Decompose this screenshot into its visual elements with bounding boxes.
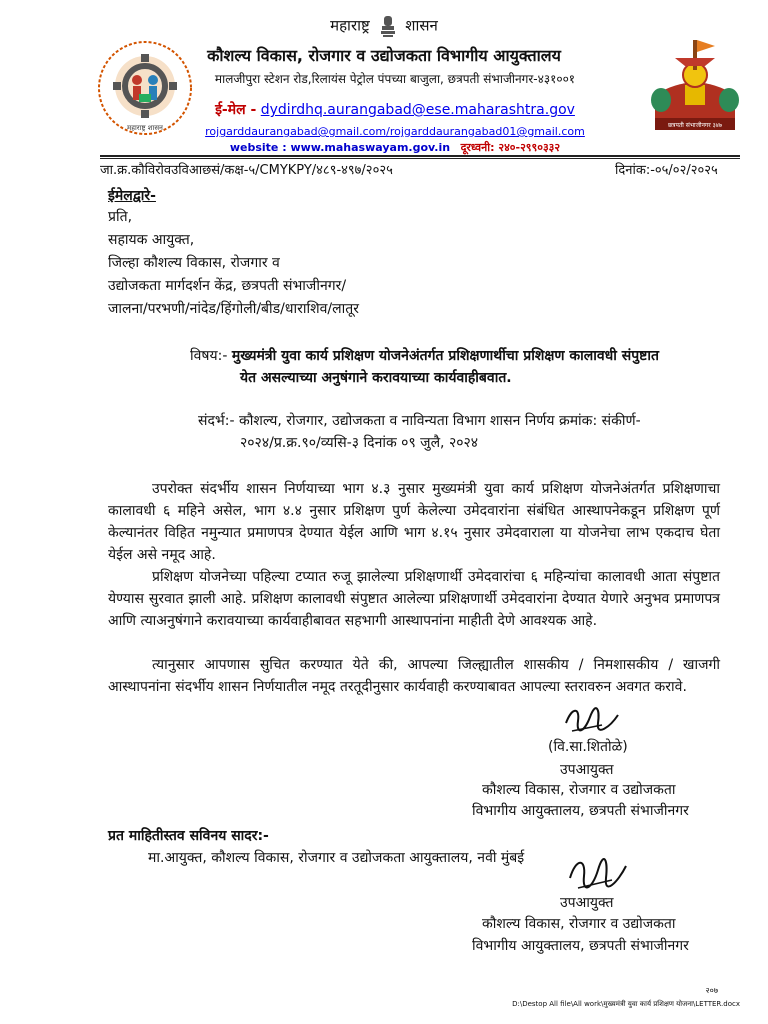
gmail-link-2[interactable]: rojgarddaurangabad01@gmail.com	[389, 125, 585, 138]
website-link[interactable]: website : www.mahaswayam.gov.in	[229, 141, 451, 154]
subject-block	[190, 345, 720, 389]
signatory-name: (वि.सा.शितोळे)	[548, 739, 628, 755]
reference-number: जा.क्र.कौविरोवउविआछसं/कक्ष-५/CMYKPY/४८९-४९७/२०२५	[100, 163, 393, 178]
reference-line-2: २०२४/प्र.क्र.९०/व्यसि-३ दिनांक ०९ जुलै, २०२४	[240, 435, 479, 451]
gmail-link-1[interactable]: rojgarddaurangabad@gmail.com	[205, 125, 387, 138]
signatory-designation: उपआयुक्त	[560, 762, 614, 778]
body-paragraph: त्यानुसार आपणास सुचित करण्यात येते की, आपल्या जिल्ह्यातील शासकीय / निमशासकीय / खाजगी आस्थापनांना संदर्भीय शासन निर्णयातील नमूद तरतूदीनुसार कार्यवाही करण्याबावत आपल्या स्तरावरुन अवगत करावे.	[108, 657, 720, 695]
file-path: D:\Destop All file\All work\मुख्यमंत्री युवा कार्य प्रशिक्षण योजना\LETTER.docx	[512, 1000, 740, 1008]
signatory-department: कौशल्य विकास, रोजगार व उद्योजकता	[482, 782, 676, 798]
subject-line-1: मुख्यमंत्री युवा कार्य प्रशिक्षण योजनेअंतर्गत प्रशिक्षणार्थीचा प्रशिक्षण कालावधी संपुष्टात	[231, 348, 659, 364]
copy-recipient: मा.आयुक्त, कौशल्य विकास, रोजगार व उद्योजकता आयुक्तालय, नवी मुंबई	[148, 850, 525, 866]
letter-date: दिनांक:-०५/०२/२०२५	[615, 163, 718, 178]
skill-development-logo	[95, 38, 195, 138]
body-paragraph: प्रशिक्षण योजनेच्या पहिल्या टप्यात रुजू झालेल्या प्रशिक्षणार्थी उमेदवारांचा ६ महिन्यांचा कालावधी आता संपुष्टात येण्यास सुरवात झाली आहे. प्रशिक्षण कालावधी संपुष्टात आलेल्या प्रशिक्षणार्थी उमेदवारांना देण्यात येणारे अनुभव प्रमाणपत्र आणि त्याअनुषंगाने करावयाच्या कार्यवाहीबावत सहभागी आस्थापनांना माहीती देणे आवश्यक आहे.	[108, 569, 720, 629]
office-name: कौशल्य विकास, रोजगार व उद्योजकता विभागीय आयुक्तालय	[207, 46, 561, 65]
chhatrapati-sambhajinagar-logo	[645, 30, 745, 140]
left-logo-text: महाराष्ट्र शासन	[127, 124, 163, 132]
gov-right-text: शासन	[405, 16, 438, 35]
gmail-line	[150, 125, 640, 138]
signature-mark	[562, 703, 622, 737]
body-paragraph: उपरोक्त संदर्भीय शासन निर्णयाच्या भाग ४.३ नुसार मुख्यमंत्री युवा कार्य प्रशिक्षण योजनेअंतर्गत प्रशिक्षणाचा कालावधी ६ महिने असेल, भाग ४.४ नुसार प्रशिक्षण पुर्ण केलेल्या उमेदवारांना संबंधित आस्थापनेकडून प्रशिक्षण पूर्ण केल्यानंतर विहित नमुन्यात प्रमाणपत्र देण्यात येईल आणि भाग ४.१५ नुसार उमेदवाराला या योजनेचा लाभ एकदाच घेता येईल असे नमूद आहे.	[108, 481, 720, 563]
gov-left-text: महाराष्ट्र	[330, 16, 370, 35]
header-divider-thin	[100, 158, 740, 159]
recipient-line: प्रति,	[108, 209, 133, 225]
office-address: मालजीपुरा स्टेशन रोड,रिलायंस पेट्रोल पंपच्या बाजुला, छत्रपती संभाजीनगर-४३१००१	[214, 72, 576, 86]
signatory-designation: उपआयुक्त	[560, 895, 614, 911]
signatory-office: विभागीय आयुक्तालय, छत्रपती संभाजीनगर	[472, 803, 689, 819]
signature-mark	[566, 852, 630, 896]
recipient-line: सहायक आयुक्त,	[108, 232, 195, 248]
signatory-department: कौशल्य विकास, रोजगार व उद्योजकता	[482, 916, 676, 932]
subject-label: विषय:-	[190, 348, 228, 364]
reference-line-1: संदर्भ:- कौशल्य, रोजगार, उद्योजकता व नाविन्यता विभाग शासन निर्णय क्रमांक: संकीर्ण-	[198, 413, 641, 429]
phone-number: दूरध्वनी: २४०-२९९०३३२	[460, 141, 561, 154]
website-phone-line	[150, 140, 640, 155]
reference-block	[198, 410, 718, 454]
subject-line-2: येत असल्याच्या अनुषंगाने करावयाच्या कार्यवाहीबवात.	[240, 370, 512, 386]
page-number: २०७	[705, 986, 718, 995]
signatory-office: विभागीय आयुक्तालय, छत्रपती संभाजीनगर	[472, 938, 689, 954]
copy-heading: प्रत माहितीस्तव सविनय सादर:-	[108, 828, 269, 844]
recipient-line: उद्योजकता मार्गदर्शन केंद्र, छत्रपती संभाजीनगर/	[108, 278, 347, 294]
via-email: ईमेलद्वारे-	[108, 188, 156, 204]
email-line	[150, 100, 640, 119]
right-logo-text: छत्रपती संभाजीनगर ३४७	[667, 122, 723, 129]
gmail-separator: /	[386, 125, 390, 138]
official-email-link[interactable]: dydirdhq.aurangabad@ese.maharashtra.gov	[260, 102, 575, 118]
national-emblem-icon	[379, 14, 397, 38]
recipient-line: जालना/परभणी/नांदेड/हिंगोली/बीड/धाराशिव/लातूर	[108, 301, 359, 317]
email-label: ई-मेल -	[215, 102, 257, 118]
header-divider	[100, 155, 740, 157]
recipient-line: जिल्हा कौशल्य विकास, रोजगार व	[108, 255, 280, 271]
